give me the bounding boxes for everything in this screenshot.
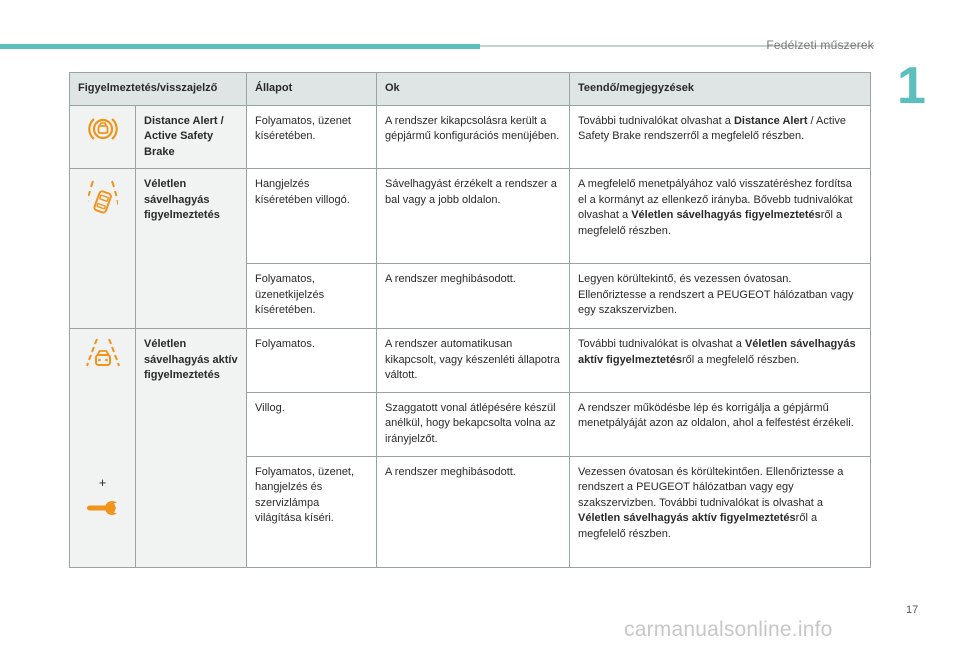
cause-cell: Sávelhagyást érzékelt a rendszer a bal vagy a jobb oldalon. (377, 169, 570, 264)
action-text: ről a megfelelő részben. (681, 353, 800, 366)
lane-keeping-assist-icon (86, 337, 120, 367)
action-text: További tudnivalókat olvashat a (578, 114, 734, 127)
cause-cell: A rendszer kikapcsolásra került a gépjármű konfigurációs menüjében. (377, 105, 570, 169)
action-text: ről a megfelelő részben. (578, 209, 843, 237)
cause-cell: A rendszer meghibásodott. (377, 264, 570, 329)
header-action: Teendő/megjegyzések (570, 73, 871, 106)
table-row (70, 105, 871, 169)
action-text: ről a megfelelő részben. (578, 512, 818, 540)
action-reference: Distance Alert (733, 114, 808, 127)
page-number: 17 (906, 604, 919, 616)
action-text: / Active Safety Brake rendszerről a megfelelő részben. (578, 114, 847, 142)
action-reference: Véletlen sávelhagyás aktív figyelmeztetés (578, 338, 856, 366)
state-cell: Folyamatos, üzenetkijelzés kíséretében. (247, 264, 377, 329)
action-text: További tudnivalókat is olvashat a (578, 338, 745, 350)
distance-alert-icon (88, 114, 118, 144)
state-cell: Villog. (247, 392, 377, 456)
action-cell (570, 329, 871, 393)
indicator-name: Véletlen sávelhagyás figyelmeztetés (136, 169, 247, 329)
header-accent-bar (0, 44, 480, 49)
action-cell (570, 456, 871, 567)
cause-cell: A rendszer automatikusan kikapcsolt, vagy készenléti állapotra váltott. (377, 329, 570, 393)
indicator-icon-cell (70, 329, 136, 568)
action-cell: Legyen körültekintő, és vezessen óvatosan. Ellenőriztesse a rendszert a PEUGEOT hálózatban vagy egy szakszervizben. (570, 264, 871, 329)
state-cell: Hangjelzés kíséretében villogó. (247, 169, 377, 264)
header-cause: Ok (377, 73, 570, 106)
watermark: carmanualsonline.info (624, 618, 833, 641)
state-cell: Folyamatos, üzenet kíséretében. (247, 105, 377, 169)
header-state: Állapot (247, 73, 377, 106)
table-row (70, 329, 871, 393)
action-text: A megfelelő menetpályához való visszatéréshez fordítsa el a kormányt az ellenkező irányba. Bővebb tudnivalókat olvashat a (578, 178, 853, 221)
indicator-icon-cell (70, 105, 136, 169)
indicator-name: Véletlen sávelhagyás aktív figyelmeztetés (136, 329, 247, 568)
action-reference: Véletlen sávelhagyás figyelmeztetés (631, 209, 821, 221)
state-cell: Folyamatos, üzenet, hangjelzés és szervizlámpa világítása kíséri. (247, 456, 377, 567)
section-title: Fedélzeti műszerek (766, 38, 874, 52)
indicator-name: Distance Alert / Active Safety Brake (136, 105, 247, 169)
chapter-number: 1 (897, 57, 926, 115)
lane-departure-warning-icon (88, 177, 118, 217)
indicator-icon-cell (70, 169, 136, 329)
plus-sign: + (98, 475, 107, 490)
header-indicator: Figyelmeztetés/visszajelző (70, 73, 247, 106)
action-cell: A rendszer működésbe lép és korrigálja a gépjármű menetpályáját azon az oldalon, ahol a felfestést érzékeli. (570, 392, 871, 456)
cause-cell: Szaggatott vonal átlépésére készül anélkül, hogy bekapcsolta volna az irányjelzőt. (377, 392, 570, 456)
action-text: Vezessen óvatosan és körültekintően. Ellenőriztesse a rendszert a PEUGEOT hálózatban vagy egy szakszervizben. További tudnivalókat is olvashat a (578, 465, 844, 509)
table-row (70, 169, 871, 264)
warning-indicator-table (69, 72, 871, 568)
action-reference: Véletlen sávelhagyás aktív figyelmeztetés (578, 512, 796, 524)
wrench-icon (85, 497, 121, 519)
table-header-row (70, 73, 871, 106)
action-cell (570, 105, 871, 169)
cause-cell: A rendszer meghibásodott. (377, 456, 570, 567)
state-cell: Folyamatos. (247, 329, 377, 393)
action-cell (570, 169, 871, 264)
